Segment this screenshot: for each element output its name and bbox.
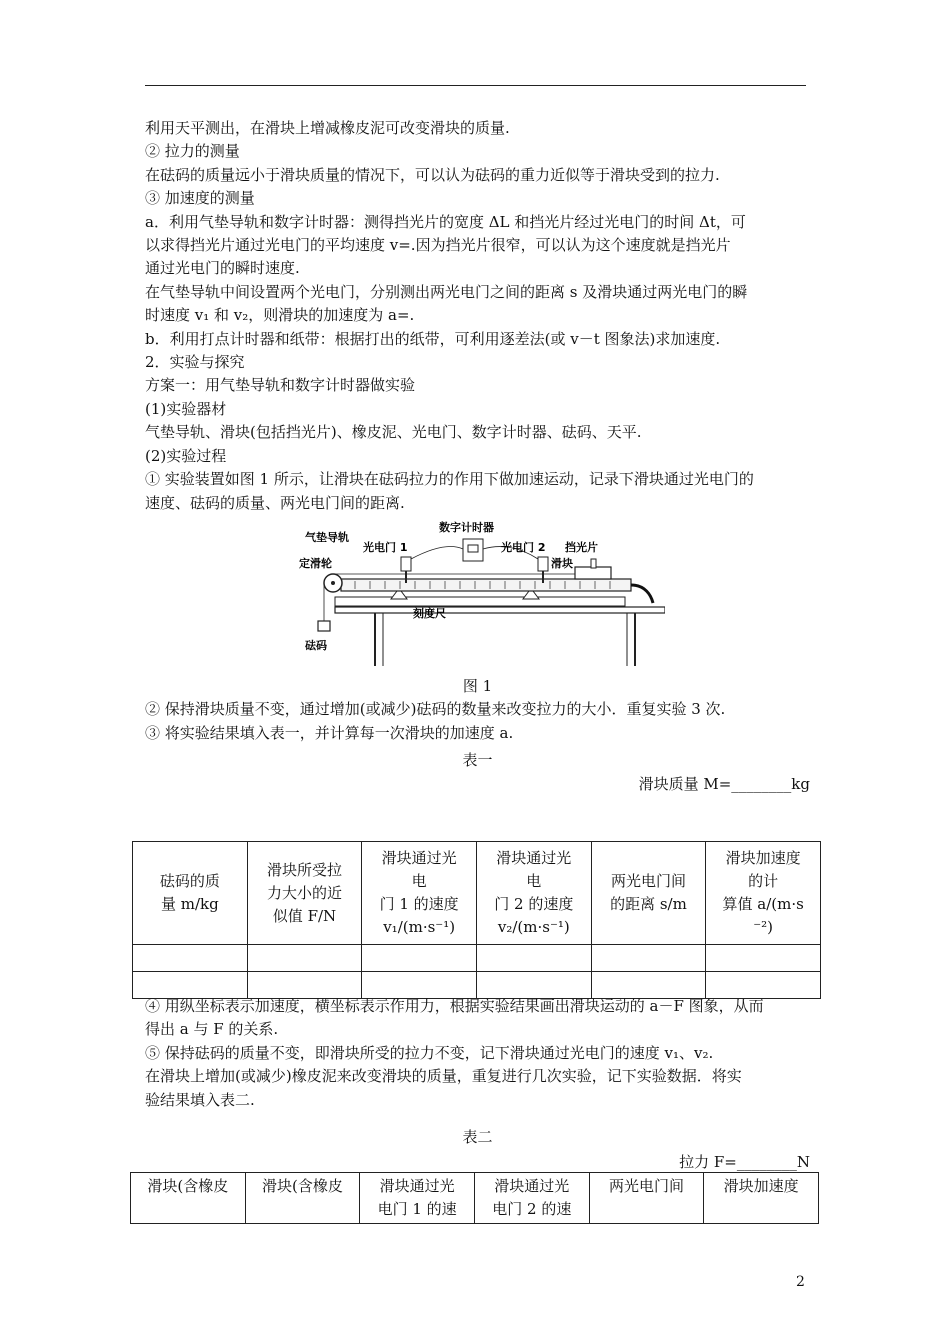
header-rule [145, 85, 806, 86]
page-number: 2 [796, 1274, 805, 1290]
table-header-cell: 滑块通过光 电 门 1 的速度 v₁/(m·s⁻¹) [362, 842, 477, 945]
label-pulley: 定滑轮 [299, 556, 332, 570]
paragraph: 以求得挡光片通过光电门的平均速度 v=.因为挡光片很窄，可以认为这个速度就是挡光片 [145, 236, 731, 255]
label-shade: 挡光片 [565, 540, 598, 554]
table2 [130, 1172, 819, 1224]
table-header-cell: 两光电门间 的距离 s/m [591, 842, 706, 945]
label-gate2: 光电门 2 [501, 540, 546, 554]
paragraph: ③ 加速度的测量 [145, 189, 255, 208]
section-heading: 2．实验与探究 [145, 353, 245, 372]
figure-caption: 图 1 [462, 676, 493, 695]
apparatus-diagram [295, 521, 665, 671]
table-header-row [133, 842, 821, 945]
paragraph: 在气垫导轨中间设置两个光电门，分别测出两光电门之间的距离 s 及滑块通过两光电门的瞬 [145, 282, 748, 301]
table-header-cell: 两光电门间 [589, 1173, 704, 1224]
apparatus-figure [145, 521, 810, 671]
paragraph: b．利用打点计时器和纸带：根据打出的纸带，可利用逐差法(或 v－t 图象法)求加速度. [145, 329, 721, 348]
table-header-cell: 滑块加速度 的计 算值 a/(m·s ⁻²) [706, 842, 821, 945]
label-gate1: 光电门 1 [363, 540, 408, 554]
paragraph: 验结果填入表二. [145, 1090, 255, 1109]
table2-title: 表二 [462, 1128, 493, 1147]
paragraph: ① 实验装置如图 1 所示，让滑块在砝码拉力的作用下做加速运动，记录下滑块通过光电门的 [145, 470, 754, 489]
paragraph: ② 保持滑块质量不变，通过增加(或减少)砝码的数量来改变拉力的大小．重复实验 3 次. [145, 700, 726, 719]
page-content-lower [145, 995, 810, 1175]
label-weight: 砝码 [305, 638, 327, 652]
paragraph: 气垫导轨、滑块(包括挡光片)、橡皮泥、光电门、数字计时器、砝码、天平. [145, 423, 642, 442]
paragraph: 在滑块上增加(或减少)橡皮泥来改变滑块的质量，重复进行几次实验，记下实验数据．将实 [145, 1067, 742, 1086]
paragraph: 通过光电门的瞬时速度. [145, 259, 300, 278]
paragraph: 速度、砝码的质量、两光电门间的距离. [145, 493, 405, 512]
paragraph: 在砝码的质量远小于滑块质量的情况下，可以认为砝码的重力近似等于滑块受到的拉力. [145, 165, 720, 184]
paragraph: (2)实验过程 [145, 446, 227, 465]
paragraph: ② 拉力的测量 [145, 142, 240, 161]
label-slider: 滑块 [551, 556, 573, 570]
table-header-cell: 滑块通过光 电门 1 的速 [360, 1173, 475, 1224]
table-header-cell: 滑块(含橡皮 [131, 1173, 246, 1224]
paragraph: a．利用气垫导轨和数字计时器：测得挡光片的宽度 ΔL 和挡光片经过光电门的时间 Δt，可 [145, 212, 746, 231]
label-track: 气垫导轨 [305, 530, 349, 544]
table-row [133, 945, 821, 972]
paragraph: ⑤ 保持砝码的质量不变，即滑块所受的拉力不变，记下滑块通过光电门的速度 v₁、v₂. [145, 1043, 714, 1062]
table1-title: 表一 [462, 751, 493, 770]
paragraph: 得出 a 与 F 的关系. [145, 1020, 279, 1039]
table1 [132, 841, 821, 999]
paragraph: ③ 将实验结果填入表一，并计算每一次滑块的加速度 a. [145, 723, 514, 742]
table-header-cell: 滑块通过光 电 门 2 的速度 v₂/(m·s⁻¹) [476, 842, 591, 945]
paragraph: ④ 用纵坐标表示加速度，横坐标表示作用力，根据实验结果画出滑块运动的 a－F 图象，从而 [145, 997, 764, 1015]
paragraph: 时速度 v₁ 和 v₂，则滑块的加速度为 a=. [145, 306, 415, 325]
paragraph: 方案一：用气垫导轨和数字计时器做实验 [145, 376, 416, 395]
table-header-cell: 砝码的质 量 m/kg [133, 842, 248, 945]
paragraph: (1)实验器材 [145, 399, 227, 418]
table-header-row [131, 1173, 819, 1224]
table1-wrapper [132, 841, 821, 999]
table1-note: 滑块质量 M=________kg [638, 774, 810, 793]
table2-note: 拉力 F=________N [679, 1153, 810, 1172]
table-header-cell: 滑块通过光 电门 2 的速 [474, 1173, 589, 1224]
page-content [145, 117, 810, 796]
table2-wrapper [130, 1172, 819, 1224]
table-header-cell: 滑块所受拉 力大小的近 似值 F/N [247, 842, 362, 945]
table-header-cell: 滑块加速度 [704, 1173, 819, 1224]
paragraph: 利用天平测出，在滑块上增减橡皮泥可改变滑块的质量. [145, 119, 510, 137]
label-ruler: 刻度尺 [413, 606, 446, 620]
label-timer: 数字计时器 [439, 520, 494, 534]
table-header-cell: 滑块(含橡皮 [245, 1173, 360, 1224]
